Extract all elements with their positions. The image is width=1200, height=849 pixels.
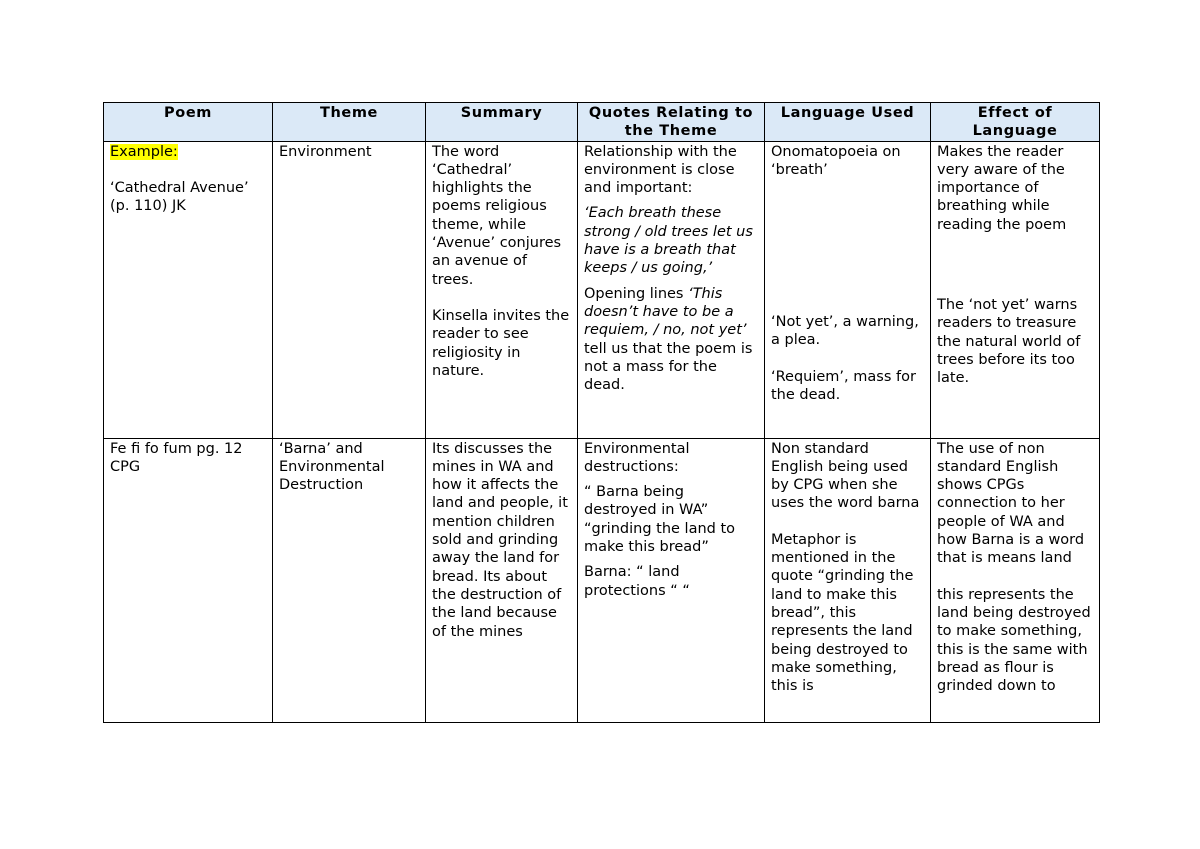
- quotes-paragraph: Environmental destructions:: [584, 440, 690, 475]
- quotes-paragraph: [584, 285, 758, 395]
- quote-tail-text: tell us that the poem is not a mass for the dead.: [584, 340, 753, 394]
- summary-paragraph: Kinsella invites the reader to see religiosity in nature.: [432, 307, 570, 379]
- cell-effect: [931, 141, 1100, 438]
- table-row: [104, 141, 1100, 438]
- header-quotes: Quotes Relating to the Theme: [578, 103, 765, 142]
- poetry-analysis-table: [103, 102, 1100, 723]
- quote-text: ‘This doesn’t have to be a requiem, / no, not yet’: [584, 285, 747, 339]
- cell-summary: [426, 141, 578, 438]
- cell-language: [765, 141, 931, 438]
- effect-paragraph: The use of non standard English shows CPGs connection to her people of WA and how Barna is a word that is means land: [937, 440, 1085, 567]
- cell-quotes: [578, 141, 765, 438]
- cell-poem: [104, 438, 273, 722]
- quotes-paragraph: Barna: “ land protections “ “: [584, 564, 690, 599]
- summary-paragraph: Its discusses the mines in WA and how it affects the land and people, it mention children sold and grinding away the land for bread. Its about the destruction of the land because of the mines: [432, 440, 568, 640]
- table-row: [104, 438, 1100, 722]
- quotes-paragraph: Relationship with the environment is close and important:: [584, 143, 737, 197]
- header-theme: Theme: [273, 103, 426, 142]
- header-language-used: Language Used: [765, 103, 931, 142]
- language-paragraph: Non standard English being used by CPG when she uses the word barna: [771, 440, 920, 512]
- cell-effect: [931, 438, 1100, 722]
- language-paragraph: ‘Requiem’, mass for the dead.: [771, 368, 916, 404]
- language-paragraph: Metaphor is mentioned in the quote “grinding the land to make this bread”, this represents the land being destroyed to make something, this is: [771, 531, 914, 695]
- cell-summary: [426, 438, 578, 722]
- quote-lead-text: Opening lines: [584, 285, 689, 302]
- header-effect-of-language: Effect of Language: [931, 103, 1100, 142]
- theme-text: Environment: [279, 143, 372, 160]
- effect-paragraph: this represents the land being destroyed to make something, this is the same with bread as flour is grinded down to: [937, 586, 1091, 695]
- cell-quotes: [578, 438, 765, 722]
- language-paragraph: Onomatopoeia on ‘breath’: [771, 143, 901, 178]
- cell-language: [765, 438, 931, 722]
- quotes-paragraph: “ Barna being destroyed in WA” “grinding the land to make this bread”: [584, 484, 736, 556]
- effect-paragraph: Makes the reader very aware of the importance of breathing while reading the poem: [937, 143, 1067, 233]
- header-poem: Poem: [104, 103, 273, 142]
- example-label: Example:: [110, 143, 178, 160]
- language-paragraph: ‘Not yet’, a warning, a plea.: [771, 314, 919, 349]
- cell-theme: [273, 438, 426, 722]
- quote-text: ‘Each breath these strong / old trees let us have is a breath that keeps / us going,’: [584, 205, 753, 277]
- cell-poem: [104, 141, 273, 438]
- header-row: [104, 103, 1100, 142]
- effect-paragraph: The ‘not yet’ warns readers to treasure the natural world of trees before its too late.: [937, 297, 1081, 387]
- cell-theme: [273, 141, 426, 438]
- theme-text: ‘Barna’ and Environmental Destruction: [279, 440, 385, 494]
- header-summary: Summary: [426, 103, 578, 142]
- summary-paragraph: The word ‘Cathedral’ highlights the poems religious theme, while ‘Avenue’ conjures an avenue of trees.: [432, 143, 562, 288]
- poem-title: Fe fi fo fum pg. 12 CPG: [110, 440, 243, 475]
- poem-title: ‘Cathedral Avenue’ (p. 110) JK: [110, 179, 249, 215]
